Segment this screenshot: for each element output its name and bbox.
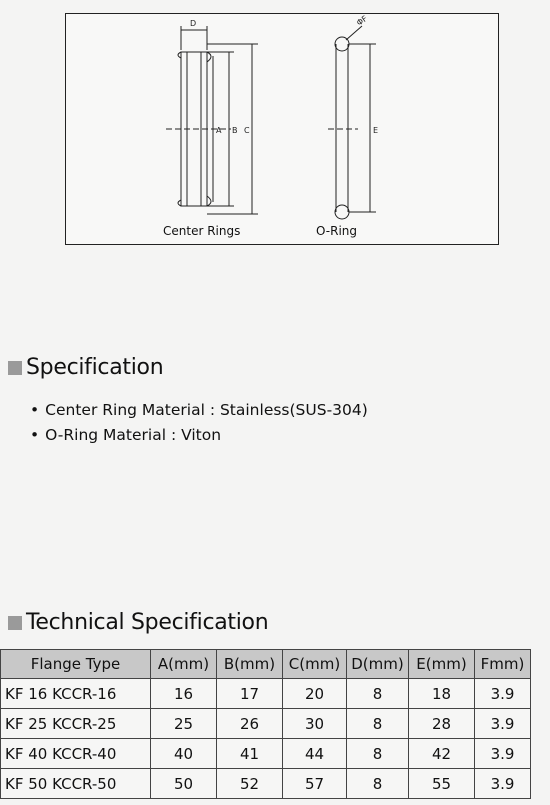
technical-spec-heading <box>8 610 268 635</box>
cell-b: 52 <box>217 769 283 799</box>
col-header-f: Fmm) <box>475 650 531 679</box>
cell-flange-type: KF 40 KCCR-40 <box>1 739 151 769</box>
col-header-b: B(mm) <box>217 650 283 679</box>
cell-e: 42 <box>409 739 475 769</box>
cell-e: 55 <box>409 769 475 799</box>
spec-item-text: O-Ring Material : Viton <box>45 426 222 444</box>
table-row <box>1 679 531 709</box>
bullet-icon: • <box>30 426 40 444</box>
cell-a: 50 <box>151 769 217 799</box>
table-row <box>1 769 531 799</box>
ring-diagram <box>66 14 498 244</box>
cell-flange-type: KF 25 KCCR-25 <box>1 709 151 739</box>
cell-f: 3.9 <box>475 769 531 799</box>
bullet-icon: • <box>30 401 40 419</box>
specification-heading <box>8 355 163 380</box>
cell-a: 16 <box>151 679 217 709</box>
spec-item <box>30 398 368 423</box>
col-header-c: C(mm) <box>283 650 347 679</box>
cell-b: 41 <box>217 739 283 769</box>
dim-label-f: ΦF <box>354 14 370 28</box>
cell-d: 8 <box>347 679 409 709</box>
specification-title: Specification <box>26 355 164 380</box>
cell-d: 8 <box>347 709 409 739</box>
technical-drawing <box>65 13 499 245</box>
cell-f: 3.9 <box>475 709 531 739</box>
col-header-flange-type: Flange Type <box>1 650 151 679</box>
cell-f: 3.9 <box>475 739 531 769</box>
cell-a: 40 <box>151 739 217 769</box>
technical-spec-title: Technical Specification <box>26 610 269 635</box>
specification-list <box>30 398 368 448</box>
table-row <box>1 709 531 739</box>
cell-d: 8 <box>347 769 409 799</box>
cell-c: 44 <box>283 739 347 769</box>
cell-c: 30 <box>283 709 347 739</box>
table-header-row <box>1 650 531 679</box>
spec-item-text: Center Ring Material : Stainless(SUS-304) <box>45 401 368 419</box>
col-header-d: D(mm) <box>347 650 409 679</box>
cell-b: 26 <box>217 709 283 739</box>
o-ring-caption: O-Ring <box>316 224 358 238</box>
cell-e: 18 <box>409 679 475 709</box>
technical-spec-table <box>0 649 531 799</box>
center-rings-caption: Center Rings <box>163 224 241 238</box>
cell-flange-type: KF 16 KCCR-16 <box>1 679 151 709</box>
dim-label-b: B <box>232 126 238 135</box>
dim-label-d: D <box>190 19 197 28</box>
table-row <box>1 739 531 769</box>
col-header-a: A(mm) <box>151 650 217 679</box>
cell-e: 28 <box>409 709 475 739</box>
cell-f: 3.9 <box>475 679 531 709</box>
cell-a: 25 <box>151 709 217 739</box>
spec-item <box>30 423 368 448</box>
col-header-e: E(mm) <box>409 650 475 679</box>
dim-label-e: E <box>373 126 379 135</box>
dim-label-c: C <box>244 126 250 135</box>
cell-flange-type: KF 50 KCCR-50 <box>1 769 151 799</box>
cell-c: 57 <box>283 769 347 799</box>
dim-label-a: A <box>216 126 222 135</box>
section-square-icon <box>8 361 22 375</box>
cell-d: 8 <box>347 739 409 769</box>
cell-b: 17 <box>217 679 283 709</box>
section-square-icon <box>8 616 22 630</box>
cell-c: 20 <box>283 679 347 709</box>
